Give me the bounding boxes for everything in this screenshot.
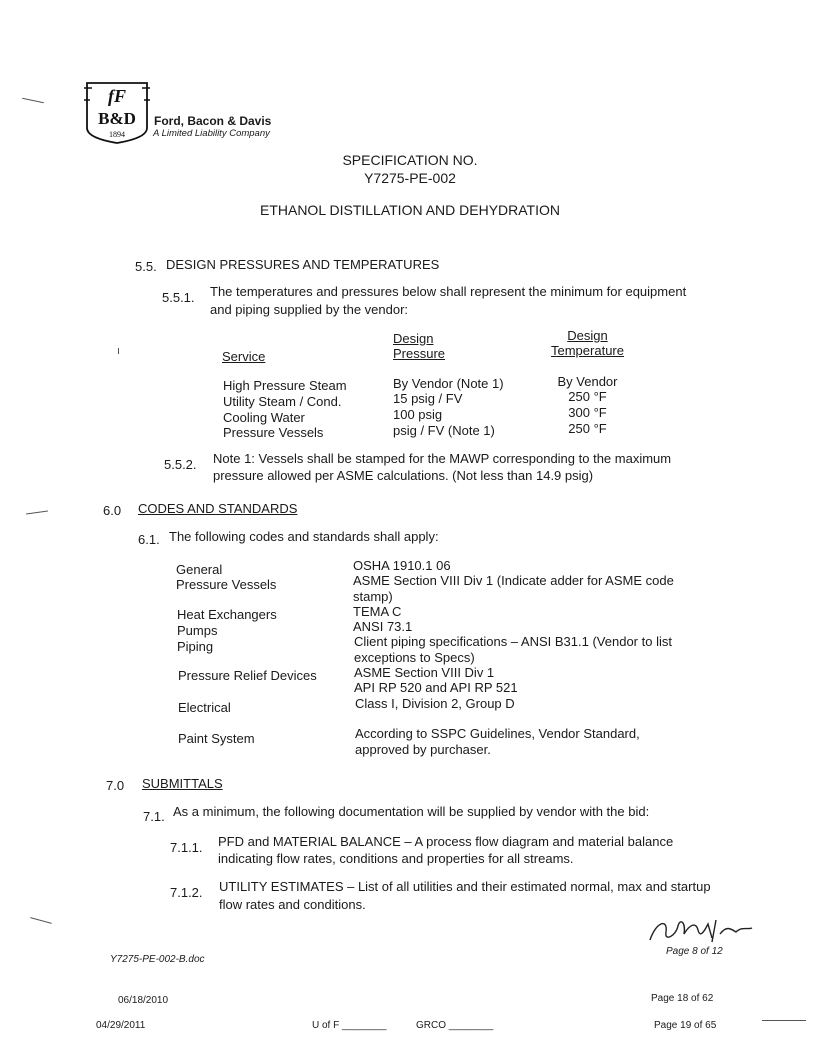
table-header-pressure: Design [393, 331, 434, 346]
table-cell: 250 °F [568, 389, 607, 404]
table-cell: By Vendor (Note 1) [393, 376, 504, 391]
svg-text:fF: fF [108, 86, 126, 106]
section-heading: SUBMITTALS [142, 776, 223, 791]
table-cell: Cooling Water [223, 410, 305, 425]
company-name: Ford, Bacon & Davis [154, 114, 272, 128]
code-name: General [176, 562, 223, 577]
table-cell: 250 °F [568, 421, 607, 436]
footer-u-of-f: U of F ________ [312, 1020, 387, 1031]
clause-text: Note 1: Vessels shall be stamped for the MAWP corresponding to the maximum [213, 451, 672, 466]
section-number: 7.0 [106, 778, 125, 793]
margin-mark [26, 510, 48, 514]
spec-number: Y7275-PE-002 [364, 170, 456, 186]
code-name: Pressure Relief Devices [178, 668, 317, 683]
signature [646, 912, 756, 948]
clause-number: 7.1.1. [170, 840, 203, 855]
code-name: Piping [177, 639, 214, 654]
margin-mark [118, 348, 120, 354]
footer-page: Page 18 of 62 [651, 993, 714, 1004]
footer-date: 06/18/2010 [118, 995, 169, 1006]
table-header-temperature: Temperature [551, 343, 624, 358]
section-number: 5.5. [135, 259, 157, 274]
table-cell: psig / FV (Note 1) [393, 423, 495, 438]
code-name: Pressure Vessels [176, 577, 277, 592]
table-header-temperature: Design [567, 328, 608, 343]
footer-date: 04/29/2011 [96, 1020, 146, 1031]
clause-number: 5.5.2. [164, 457, 197, 472]
code-name: Electrical [178, 700, 231, 715]
code-value: OSHA 1910.1 06 [353, 558, 451, 573]
code-name: Pumps [177, 623, 218, 638]
clause-text: UTILITY ESTIMATES – List of all utilities and their estimated normal, max and startup [219, 879, 711, 894]
code-value: ANSI 73.1 [353, 619, 413, 634]
section-heading: DESIGN PRESSURES AND TEMPERATURES [166, 257, 440, 272]
table-header-pressure: Pressure [393, 346, 446, 361]
code-value: stamp) [353, 589, 393, 604]
code-name: Paint System [178, 731, 255, 746]
spec-label: SPECIFICATION NO. [342, 152, 478, 168]
code-value: ASME Section VIII Div 1 [354, 665, 495, 680]
clause-text: As a minimum, the following documentation will be supplied by vendor with the bid: [173, 804, 650, 819]
code-value: ASME Section VIII Div 1 (Indicate adder for ASME code [353, 573, 674, 588]
margin-mark [762, 1020, 806, 1021]
page-title: ETHANOL DISTILLATION AND DEHYDRATION [259, 202, 560, 218]
code-value: TEMA C [353, 604, 402, 619]
company-logo [84, 80, 150, 146]
clause-text: PFD and MATERIAL BALANCE – A process flow diagram and material balance [218, 834, 674, 849]
table-cell: 300 °F [568, 405, 607, 420]
clause-text: pressure allowed per ASME calculations. (Not less than 14.9 psig) [213, 468, 594, 483]
code-value: Client piping specifications – ANSI B31.1 (Vendor to list [354, 634, 672, 649]
clause-number: 7.1.2. [170, 885, 203, 900]
clause-text: flow rates and conditions. [219, 897, 366, 912]
code-value: According to SSPC Guidelines, Vendor Standard, [355, 726, 640, 741]
table-cell: Pressure Vessels [223, 425, 324, 440]
table-header-service: Service [222, 349, 266, 364]
clause-number: 5.5.1. [162, 290, 195, 305]
table-cell: Utility Steam / Cond. [223, 394, 342, 409]
table-cell: 100 psig [393, 407, 443, 422]
code-name: Heat Exchangers [177, 607, 277, 622]
section-heading: CODES AND STANDARDS [138, 501, 298, 516]
clause-text: and piping supplied by the vendor: [210, 302, 409, 317]
margin-mark [22, 98, 44, 104]
clause-text: indicating flow rates, conditions and properties for all streams. [218, 851, 574, 866]
svg-text:1894: 1894 [109, 130, 125, 139]
code-value: Class I, Division 2, Group D [355, 696, 515, 711]
section-number: 6.0 [103, 503, 122, 518]
clause-text: The temperatures and pressures below shall represent the minimum for equipment [210, 284, 687, 299]
clause-number: 6.1. [138, 532, 160, 547]
clause-number: 7.1. [143, 809, 165, 824]
table-cell: 15 psig / FV [393, 391, 463, 406]
clause-text: The following codes and standards shall apply: [169, 529, 439, 544]
svg-text:B&D: B&D [98, 109, 136, 128]
footer-grco: GRCO ________ [416, 1020, 494, 1031]
company-tagline: A Limited Liability Company [153, 128, 270, 139]
margin-mark [30, 917, 52, 924]
page-number-inner: Page 8 of 12 [666, 946, 723, 957]
code-value: exceptions to Specs) [354, 650, 475, 665]
footer-page: Page 19 of 65 [654, 1020, 717, 1031]
code-value: approved by purchaser. [355, 742, 491, 757]
doc-filename: Y7275-PE-002-B.doc [110, 954, 205, 965]
code-value: API RP 520 and API RP 521 [354, 680, 518, 695]
table-cell: High Pressure Steam [223, 378, 347, 393]
table-cell: By Vendor [557, 374, 618, 389]
